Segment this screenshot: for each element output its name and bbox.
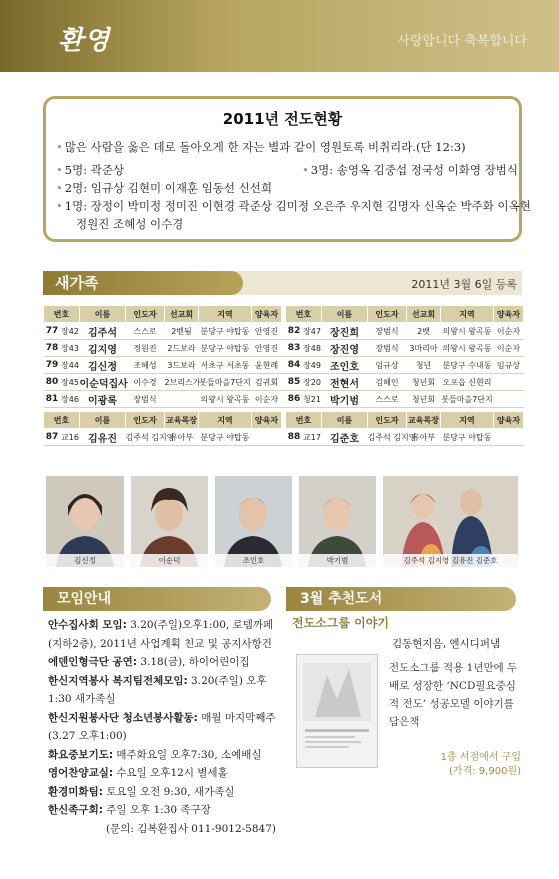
meeting-detail: (지하2층), 2011년 사업계획 친교 및 공지사항건 [48,637,272,650]
col-no-r: 번호 [286,306,322,323]
table-cell [165,391,199,408]
book-cover-image [296,654,378,768]
table-cell: 장범식 [368,323,407,340]
col-no: 번호 [44,306,80,323]
table-cell: 이광록 [80,391,126,408]
table-cell: 청년회 [407,374,441,391]
col-mission-r: 선교회 [407,306,441,323]
table-cell [494,429,524,446]
col2-edu-r: 교육목장 [407,412,441,429]
status-verse: • 많은 사람을 옳은 데로 돌아오게 한 자는 별과 같이 영원토록 비취리라.(단 12:3) [56,140,466,154]
verse-text: 많은 사람을 옳은 데로 돌아오게 한 자는 별과 같이 영원토록 비취리라.(단 12:3) [64,140,466,154]
meeting-item [48,801,280,820]
meeting-detail: (3.27 오후1:00) [48,730,127,742]
col-name: 이름 [80,306,126,323]
meeting-name: 에덴인형극단 공연: [48,656,137,668]
table-cell: 85 [286,374,303,391]
book-buy-line: 1층 서점에서 구입 [440,752,521,763]
table-cell: 2벧됨 [165,323,199,340]
table-cell: 이순자 [252,391,282,408]
table-cell: 임규상 [494,357,524,374]
table-cell: 조혜성 [126,357,165,374]
table-cell [494,391,524,408]
table-cell: 83 [286,340,303,357]
table-cell: 스스로 [368,391,407,408]
meeting-name: 안수집사회 모임: [48,619,127,631]
table-cell: 80 [44,374,61,391]
photo-member-1 [46,476,124,567]
meeting-item [48,764,280,783]
photo-family [383,476,518,567]
col-guide-r: 인도자 [368,306,407,323]
table-cell: 유아부 [407,429,441,446]
table-cell: 82 [286,323,303,340]
meeting-detail: 주일 오후 1:30 족구장 [102,804,211,816]
book-description: 전도소그룹 적용 1년만에 두배로 성장한 ‘NCD필요중심적 전도’ 성공모델 이야기를 담은책 [389,662,518,728]
table-cell: 청21 [303,391,322,408]
photo-caption: 이순덕 [131,554,208,567]
meeting-detail: 3.20(주일)오후1:00, 로뎀까페 [126,619,274,631]
table-cell: 분당구 야탑동 [199,323,252,340]
table-cell: 조인호 [322,357,368,374]
page-title: 환영 [58,26,111,56]
col2-mentor: 양육자 [252,412,282,429]
table-cell: 교17 [303,429,322,446]
meeting-detail: 토요일 오전 9:30, 새가족실 [102,785,235,798]
table-cell: 장45 [61,374,80,391]
meeting-detail: 3.20(주일) 오후 [187,674,267,687]
status-title: 2011년 전도현황 [222,110,343,128]
meeting-detail: 1:30 새가족실 [48,693,116,705]
book-cover-icon [297,655,377,767]
table-cell: 스스로 [126,323,165,340]
five-text: 5명: 곽준상 [64,163,125,177]
table-cell: 윤현례 [252,357,282,374]
photo-member-3 [215,476,292,567]
table-cell: 분당구 야탑동 [199,340,252,357]
table-cell: 봇들마을7단지 [199,374,252,391]
table-cell: 이수경 [126,374,165,391]
status-one: • 1명: 장정이 박미정 정미진 이현경 곽준상 김미정 오은주 우지현 김명자 신옥순 박주화 이옥현 [56,199,531,213]
meeting-item [48,727,280,746]
col-region-r: 지역 [441,306,494,323]
meeting-name: 환경미화팀: [48,785,103,798]
table-cell: 박기범 [322,391,368,408]
table-cell: 장20 [303,374,322,391]
table-cell: 유아부 [165,429,199,446]
meeting-item [48,783,280,802]
table-cell: 김귀회 [252,374,282,391]
col2-guide-r: 인도자 [368,412,407,429]
meeting-detail: 매월 마지막째주 [197,711,276,724]
table-cell: 분당구 야탑동 [199,429,252,446]
photo-member-2 [131,476,208,567]
table-cell: 장범식 [368,340,407,357]
table-cell: 2뱃 [407,323,441,340]
table-cell: 정원진 [126,340,165,357]
table-cell: 김주석 김지영 [126,429,165,446]
meeting-item [48,672,280,691]
table-cell: 청년회 [407,391,441,408]
table-cell: 김신정 [80,357,126,374]
col-mentor: 양육자 [252,306,282,323]
table-cell: 장46 [61,391,80,408]
table-cell: 88 [286,429,303,446]
col2-name-r: 이름 [322,412,368,429]
table-header-row-2 [44,412,524,429]
status-five: • 5명: 곽준상 [56,163,125,177]
status-two: • 2명: 임규상 김현미 이재훈 임동선 신선희 [56,181,273,195]
col2-edu: 교육목장 [165,412,199,429]
table-cell: 이순자 [494,323,524,340]
table-cell: 81 [44,391,61,408]
table-cell: 장범식 [126,391,165,408]
table-cell: 장42 [61,323,80,340]
table-cell: 87 [44,429,61,446]
registration-date: 2011년 3월 6일 등록 [411,278,517,291]
table-row [44,323,524,340]
col2-name: 이름 [80,412,126,429]
col-region: 지역 [199,306,252,323]
one-text: 1명: 장정이 박미정 정미진 이현경 곽준상 김미정 오은주 우지현 김명자 신옥순 박주화 이옥현 [64,199,531,213]
table-cell: 84 [286,357,303,374]
table-cell: 의왕시 왕곡동 [199,391,252,408]
col-name-r: 이름 [322,306,368,323]
page-header [0,0,559,72]
table-cell: 2드보라 [165,340,199,357]
book-purchase-info [441,751,521,779]
table-cell: 오포읍 신현리 [441,374,494,391]
col2-region: 지역 [199,412,252,429]
status-three: • 3명: 송영옥 김중섭 정국성 이화영 장범식 [302,163,519,177]
photo-member-4 [299,476,376,567]
table-cell [494,374,524,391]
table-cell: 안영진 [252,323,282,340]
table-cell: 장44 [61,357,80,374]
table-cell: 3드보라 [165,357,199,374]
table-cell: 김혜인 [368,374,407,391]
table-row [44,429,524,446]
col2-guide: 인도자 [126,412,165,429]
col2-no-r: 번호 [286,412,322,429]
table-cell: 77 [44,323,61,340]
meeting-name: 한신지역봉사 복지팀전체모임: [48,674,188,687]
table-cell: 78 [44,340,61,357]
meeting-item [48,616,280,635]
meeting-item [48,653,280,672]
meeting-item [48,635,280,654]
col-mentor-r: 양육자 [494,306,524,323]
meeting-detail: 3.18(금), 하이어린이집 [137,656,250,668]
header-slogan: 사랑합니다 축복합니다 [397,34,527,49]
table-cell: 청년 [407,357,441,374]
col2-no: 번호 [44,412,80,429]
table-row [44,340,524,357]
meetings-list [48,616,280,838]
table-cell: 봇들마을7단지 [441,391,494,408]
table-cell: 김준호 [322,429,368,446]
table-cell: 2브리스가 [165,374,199,391]
table-cell: 이순자 [494,340,524,357]
newfamily-tab: 새가족 [43,271,243,295]
table-cell: 장진영 [322,340,368,357]
table-cell: 장진희 [322,323,368,340]
table-row [44,374,524,391]
table-cell: 안영진 [252,340,282,357]
table-cell: 의왕시 왕곡동 [441,340,494,357]
table-row [44,391,524,408]
evangelism-status-box [43,96,531,242]
three-text: 3명: 송영옥 김중섭 정국성 이화영 장범식 [310,163,519,177]
table-cell: 이순덕집사 [80,374,126,391]
newfamily-table [43,305,524,446]
table-cell: 86 [286,391,303,408]
col2-region-r: 지역 [441,412,494,429]
table-cell: 장49 [303,357,322,374]
table-cell: 장47 [303,323,322,340]
col-guide: 인도자 [126,306,165,323]
table-cell: 3마리아 [407,340,441,357]
meeting-name: 한신지원봉사단 청소년봉사활동: [48,711,198,724]
table-cell: 임규상 [368,357,407,374]
table-row [44,357,524,374]
col2-mentor-r: 양육자 [494,412,524,429]
table-cell [252,429,282,446]
book-price: (가격: 9,900원) [449,766,521,777]
photo-caption: 김주석 김지영 김유진 김준호 [383,554,518,567]
photo-caption: 박기범 [299,554,376,567]
meeting-detail: 수요일 오후12시 별세홀 [113,767,228,779]
meeting-name: 한신족구회: [48,804,103,816]
table-cell: 장48 [303,340,322,357]
table-cell: 김주석 [80,323,126,340]
table-cell: 79 [44,357,61,374]
table-cell: 서초구 서초동 [199,357,252,374]
table-cell: 의왕시 왕곡동 [441,323,494,340]
table-cell: 전현서 [322,374,368,391]
table-cell: 김지영 [80,340,126,357]
table-cell: 김주석 김지영 [368,429,407,446]
meetings-tab: 모임안내 [43,587,271,611]
meeting-item [48,746,280,765]
table-cell: 김유진 [80,429,126,446]
table-cell: 분당구 수내동 [441,357,494,374]
table-header-row [44,306,524,323]
meeting-item [48,690,280,709]
two-text: 2명: 임규상 김현미 이재훈 임동선 신선희 [64,181,273,195]
meeting-name: 화요중보기도: [48,748,114,761]
col-mission: 선교회 [165,306,199,323]
table-cell: 교16 [61,429,80,446]
meeting-detail: 매주화요일 오후7:30, 소예배실 [113,748,262,761]
table-cell: 장43 [61,340,80,357]
book-title: 전도소그룹 이야기 [292,616,389,630]
status-one-cont: 정원진 조혜성 이수경 [76,217,184,231]
table-cell: 분당구 야탑동 [441,429,494,446]
meeting-item [48,709,280,728]
photo-caption: 조인호 [215,554,292,567]
photo-caption: 김신정 [46,554,124,567]
book-author: 김동현지음, 엔시디퍼냄 [392,638,501,650]
book-tab: 3월 추천도서 [286,587,516,611]
meeting-contact: (문의: 김복환집사 011-9012-5847) [106,822,276,835]
meeting-name: 영어찬양교실: [48,767,114,779]
